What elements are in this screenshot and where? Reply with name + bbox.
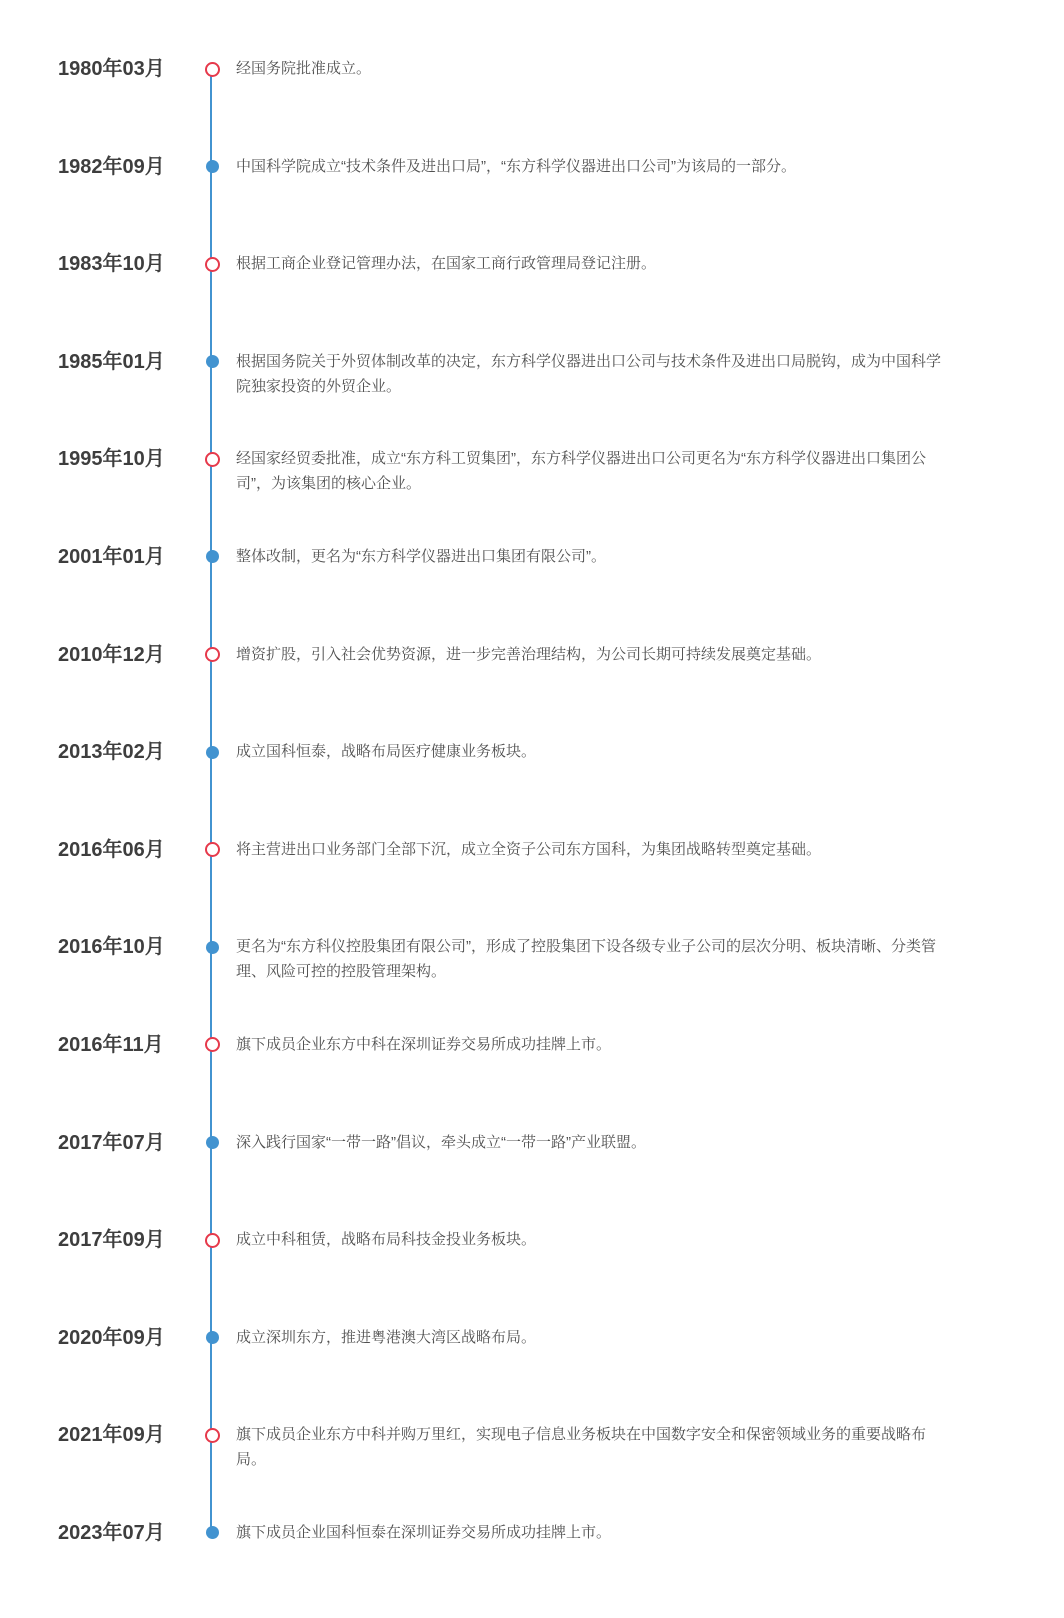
timeline-date: 2017年09月 — [58, 1229, 165, 1252]
timeline-date: 1982年09月 — [58, 155, 165, 178]
timeline-dot-icon — [205, 1233, 220, 1248]
timeline-date: 1995年10月 — [58, 448, 165, 471]
timeline-dot-icon — [205, 842, 220, 857]
timeline-date: 2021年09月 — [58, 1424, 165, 1447]
timeline-dot-icon — [206, 941, 219, 954]
timeline-marker — [200, 1520, 224, 1540]
timeline-dot-icon — [206, 160, 219, 173]
timeline-marker — [200, 739, 224, 759]
timeline-dot-icon — [206, 746, 219, 759]
timeline-marker — [200, 642, 224, 663]
timeline-dot-icon — [206, 1526, 219, 1539]
timeline-description: 经国家经贸委批准，成立“东方科工贸集团”，东方科学仪器进出口公司更名为“东方科学仪器进出口集团公司”，为该集团的核心企业。 — [236, 450, 926, 493]
timeline-date: 2020年09月 — [58, 1326, 165, 1349]
timeline-date: 2017年07月 — [58, 1131, 165, 1154]
timeline-description: 深入践行国家“一带一路”倡议，牵头成立“一带一路”产业联盟。 — [236, 1133, 646, 1151]
timeline-item — [58, 56, 1064, 154]
timeline-item — [58, 544, 1064, 642]
timeline-date: 2016年06月 — [58, 838, 165, 861]
timeline-item — [58, 1422, 1064, 1520]
timeline-date: 2023年07月 — [58, 1521, 165, 1544]
timeline-marker — [200, 1032, 224, 1053]
timeline-marker — [200, 154, 224, 174]
timeline-marker — [200, 934, 224, 954]
timeline-dot-icon — [205, 452, 220, 467]
timeline-description: 成立国科恒泰，战略布局医疗健康业务板块。 — [236, 743, 537, 761]
timeline-dot-icon — [205, 1037, 220, 1052]
timeline-description: 中国科学院成立“技术条件及进出口局”，“东方科学仪器进出口公司”为该局的一部分。 — [236, 157, 796, 175]
timeline-item — [58, 349, 1064, 447]
timeline-marker — [200, 56, 224, 77]
timeline-description: 增资扩股，引入社会优势资源，进一步完善治理结构，为公司长期可持续发展奠定基础。 — [236, 645, 822, 663]
timeline-description: 成立中科租赁，战略布局科技金投业务板块。 — [236, 1231, 537, 1249]
timeline-dot-icon — [206, 1331, 219, 1344]
timeline-item — [58, 1227, 1064, 1325]
timeline-marker — [200, 251, 224, 272]
timeline-item — [58, 934, 1064, 1032]
timeline-description: 旗下成员企业国科恒泰在深圳证券交易所成功挂牌上市。 — [236, 1523, 612, 1541]
timeline-marker — [200, 349, 224, 369]
timeline-line — [210, 69, 212, 1533]
timeline-description: 更名为“东方科仪控股集团有限公司”，形成了控股集团下设各级专业子公司的层次分明、板块清晰、分类管理、风险可控的控股管理架构。 — [236, 938, 936, 981]
timeline-date: 1985年01月 — [58, 350, 165, 373]
timeline-item — [58, 1130, 1064, 1228]
timeline-description: 根据工商企业登记管理办法，在国家工商行政管理局登记注册。 — [236, 255, 657, 273]
timeline-marker — [200, 446, 224, 467]
timeline-item — [58, 1325, 1064, 1423]
timeline-description: 经国务院批准成立。 — [236, 60, 372, 77]
timeline-dot-icon — [205, 647, 220, 662]
timeline-date: 1983年10月 — [58, 253, 165, 276]
timeline-marker — [200, 1130, 224, 1150]
timeline-dot-icon — [205, 1428, 220, 1443]
timeline-date: 2016年10月 — [58, 936, 165, 959]
timeline-marker — [200, 1227, 224, 1248]
timeline-item — [58, 1032, 1064, 1130]
timeline-item — [58, 251, 1064, 349]
timeline-date: 2001年01月 — [58, 545, 165, 568]
timeline-marker — [200, 837, 224, 858]
timeline-item — [58, 739, 1064, 837]
timeline-description: 旗下成员企业东方中科在深圳证券交易所成功挂牌上市。 — [236, 1035, 612, 1053]
timeline-dot-icon — [205, 62, 220, 77]
timeline-dot-icon — [206, 1136, 219, 1149]
timeline-marker — [200, 1422, 224, 1443]
timeline-dot-icon — [206, 550, 219, 563]
timeline-item — [58, 446, 1064, 544]
timeline-marker — [200, 1325, 224, 1345]
timeline-description: 将主营进出口业务部门全部下沉，成立全资子公司东方国科，为集团战略转型奠定基础。 — [236, 840, 822, 858]
timeline-dot-icon — [205, 257, 220, 272]
timeline-date: 2013年02月 — [58, 741, 165, 764]
timeline-dot-icon — [206, 355, 219, 368]
timeline-marker — [200, 544, 224, 564]
timeline-date: 2016年11月 — [58, 1033, 164, 1056]
timeline-item — [58, 837, 1064, 935]
timeline-item — [58, 642, 1064, 740]
timeline-date: 2010年12月 — [58, 643, 165, 666]
timeline-item — [58, 154, 1064, 252]
timeline-description: 成立深圳东方，推进粤港澳大湾区战略布局。 — [236, 1328, 537, 1346]
timeline-description: 旗下成员企业东方中科并购万里红，实现电子信息业务板块在中国数字安全和保密领域业务的重要战略布局。 — [236, 1426, 927, 1469]
timeline-date: 1980年03月 — [58, 58, 165, 80]
timeline-item — [58, 1520, 1064, 1618]
timeline-description: 根据国务院关于外贸体制改革的决定，东方科学仪器进出口公司与技术条件及进出口局脱钩，成为中国科学院独家投资的外贸企业。 — [236, 352, 942, 395]
timeline-description: 整体改制，更名为“东方科学仪器进出口集团有限公司”。 — [236, 547, 606, 565]
